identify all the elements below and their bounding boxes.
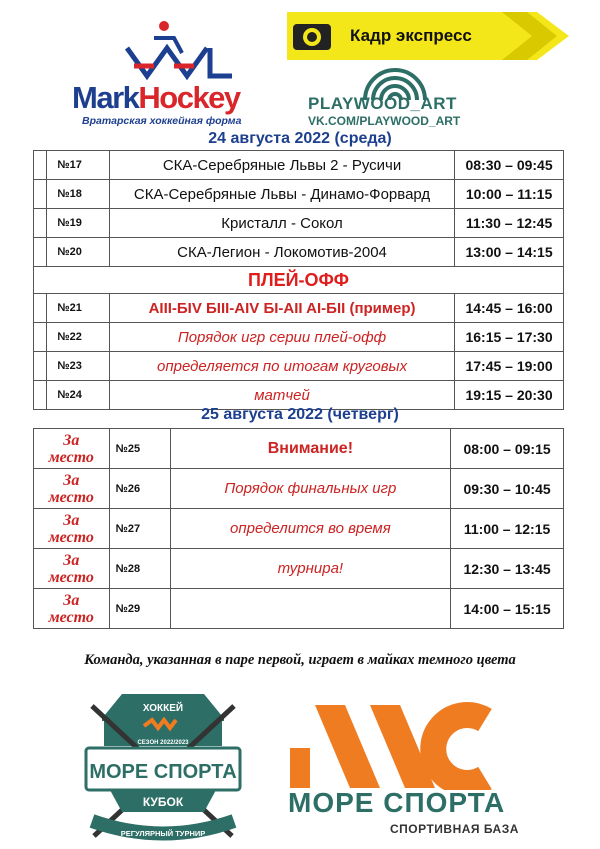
row-marker-cell: [34, 180, 47, 209]
badge-season-text: СЕЗОН 2022/2023: [137, 740, 189, 746]
table-row: [34, 549, 564, 589]
table-row: [34, 294, 564, 323]
game-time: 17:45 – 19:00: [455, 352, 564, 381]
place-line1: За: [63, 471, 80, 489]
game-number: №29: [109, 589, 170, 629]
more-sporta-subtitle: СПОРТИВНАЯ БАЗА: [390, 822, 519, 836]
place-line1: За: [63, 511, 80, 529]
playwood-url: VK.COM/PLAYWOOD_ART: [308, 114, 461, 128]
table-row: [34, 323, 564, 352]
game-teams: СКА-Серебряные Львы - Динамо-Форвард: [109, 180, 454, 209]
game-number: №24: [47, 381, 110, 410]
game-teams: турнира!: [170, 549, 451, 589]
place-line2: место: [48, 528, 94, 546]
place-line2: место: [48, 568, 94, 586]
place-line2: место: [48, 448, 94, 466]
game-teams: Порядок финальных игр: [170, 469, 451, 509]
game-number: №27: [109, 509, 170, 549]
game-number: №20: [47, 238, 110, 267]
playoff-label: ПЛЕЙ-ОФФ: [34, 267, 564, 294]
place-cell: [34, 429, 110, 469]
game-teams: Порядок игр серии плей-офф: [109, 323, 454, 352]
game-teams: определяется по итогам круговых: [109, 352, 454, 381]
game-teams: СКА-Серебряные Львы 2 - Русичи: [109, 151, 454, 180]
markhockey-subtitle: Вратарская хоккейная форма: [82, 115, 242, 127]
game-number: №21: [47, 294, 110, 323]
day1-heading: 24 августа 2022 (среда): [208, 130, 392, 147]
game-time: 11:00 – 12:15: [451, 509, 564, 549]
row-marker-cell: [34, 294, 47, 323]
game-number: №26: [109, 469, 170, 509]
game-teams: AIII-БIV БIII-AIV БI-AII AI-БII (пример): [109, 294, 454, 323]
table-row: [34, 209, 564, 238]
row-marker-cell: [34, 352, 47, 381]
table-row: [34, 509, 564, 549]
row-marker-cell: [34, 209, 47, 238]
place-cell: [34, 509, 110, 549]
game-teams: Внимание!: [170, 429, 451, 469]
more-sporta-title: МОРЕ СПОРТА: [288, 787, 506, 818]
row-marker-cell: [34, 151, 47, 180]
game-number: №19: [47, 209, 110, 238]
table-row: [34, 180, 564, 209]
badge-cup-text: КУБОК: [142, 795, 184, 809]
game-teams: [170, 589, 451, 629]
markhockey-wordmark: MarkHockey: [72, 80, 240, 115]
jersey-note: Команда, указанная в паре первой, играет в майках темного цвета: [84, 652, 516, 668]
game-time: 13:00 – 14:15: [455, 238, 564, 267]
game-teams: СКА-Легион - Локомотив-2004: [109, 238, 454, 267]
place-line2: место: [48, 488, 94, 506]
game-time: 10:00 – 11:15: [455, 180, 564, 209]
game-time: 11:30 – 12:45: [455, 209, 564, 238]
place-line1: За: [63, 591, 80, 609]
game-number: №17: [47, 151, 110, 180]
playoff-row: [34, 267, 564, 294]
day2-heading: 25 августа 2022 (четверг): [201, 406, 399, 423]
game-time: 14:45 – 16:00: [455, 294, 564, 323]
game-number: №22: [47, 323, 110, 352]
place-cell: [34, 549, 110, 589]
game-time: 16:15 – 17:30: [455, 323, 564, 352]
day2-schedule-table: [33, 428, 564, 629]
place-line1: За: [63, 431, 80, 449]
table-row: [34, 352, 564, 381]
more-sporta-cup-badge: [72, 686, 254, 846]
playwood-title: PLAYWOOD_ART: [308, 94, 457, 113]
row-marker-cell: [34, 238, 47, 267]
game-teams: Кристалл - Сокол: [109, 209, 454, 238]
game-time: 19:15 – 20:30: [455, 381, 564, 410]
table-row: [34, 429, 564, 469]
game-number: №18: [47, 180, 110, 209]
game-number: №28: [109, 549, 170, 589]
place-cell: [34, 469, 110, 509]
game-time: 14:00 – 15:15: [451, 589, 564, 629]
game-time: 12:30 – 13:45: [451, 549, 564, 589]
place-line2: место: [48, 608, 94, 626]
game-number: №25: [109, 429, 170, 469]
kadr-express-text: Кадр экспресс: [350, 26, 472, 45]
row-marker-cell: [34, 323, 47, 352]
place-cell: [34, 589, 110, 629]
badge-bottom-text: РЕГУЛЯРНЫЙ ТУРНИР: [120, 829, 206, 838]
place-line1: За: [63, 551, 80, 569]
more-sporta-logo-mark: [285, 700, 530, 790]
game-time: 09:30 – 10:45: [451, 469, 564, 509]
table-row: [34, 589, 564, 629]
game-number: №23: [47, 352, 110, 381]
table-row: [34, 151, 564, 180]
table-row: [34, 469, 564, 509]
badge-top-text: ХОККЕЙ: [142, 703, 184, 714]
badge-main-text: МОРЕ СПОРТА: [89, 761, 237, 783]
day1-schedule-table: [33, 150, 564, 410]
game-teams: матчей: [109, 381, 454, 410]
game-teams: определится во время: [170, 509, 451, 549]
game-time: 08:00 – 09:15: [451, 429, 564, 469]
table-row: [34, 238, 564, 267]
game-time: 08:30 – 09:45: [455, 151, 564, 180]
